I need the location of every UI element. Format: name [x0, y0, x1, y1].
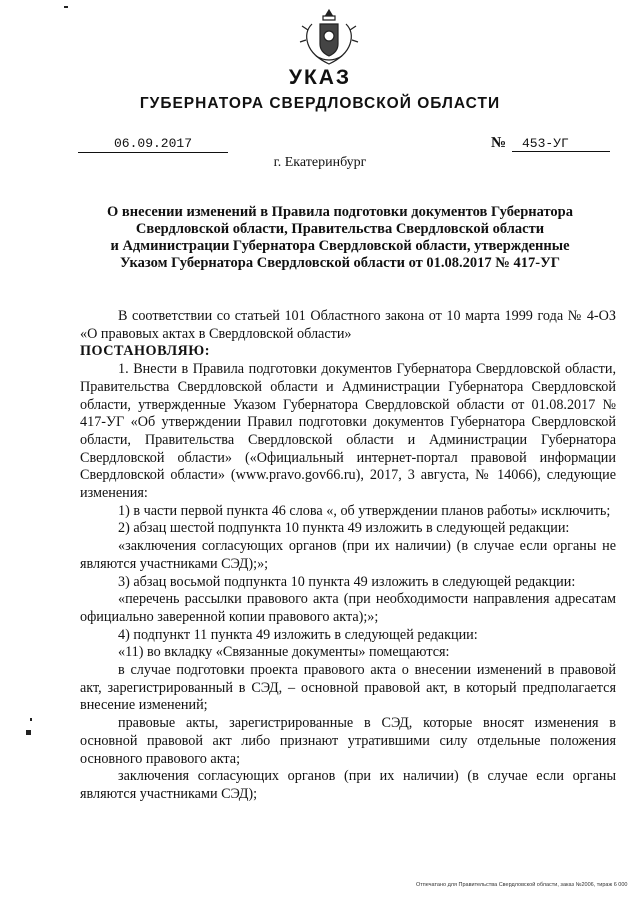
- body-paragraph: 2) абзац шестой подпункта 10 пункта 49 изложить в следующей редакции:: [118, 520, 570, 537]
- subject-line: и Администрации Губернатора Свердловской области, утвержденные: [110, 238, 570, 254]
- scan-speck: [26, 730, 31, 735]
- body-paragraph: 1) в части первой пункта 46 слова «, об утверждении планов работы» исключить;: [118, 502, 611, 519]
- coat-of-arms-icon: [298, 6, 360, 68]
- decree-date: 06.09.2017: [78, 137, 228, 153]
- body-paragraph: «11) во вкладку «Связанные документы» помещаются:: [118, 644, 450, 661]
- issuer-title: ГУБЕРНАТОРА СВЕРДЛОВСКОЙ ОБЛАСТИ: [139, 95, 501, 112]
- decree-body: [80, 308, 616, 804]
- scan-speck: [64, 6, 68, 8]
- body-paragraph: «заключения согласующих органов (при их наличии) (в случае если органы не являются участниками СЭД);»;: [80, 538, 616, 572]
- document-type-title: УКАЗ: [288, 66, 352, 89]
- body-paragraph: в случае подготовки проекта правового акта о внесении изменений в правовой акт, зарегистрированный в СЭД, – основной правовой акт, в который предполагается внесение изменений;: [80, 662, 616, 714]
- print-footer: Отпечатано для Правительства Свердловской области, заказ №2006, тираж 6 000: [416, 882, 628, 888]
- subject-line: Указом Губернатора Свердловской области от 01.08.2017 № 417-УГ: [120, 255, 560, 271]
- body-paragraph: 4) подпункт 11 пункта 49 изложить в следующей редакции:: [118, 626, 478, 643]
- body-paragraph: 3) абзац восьмой подпункта 10 пункта 49 изложить в следующей редакции:: [118, 573, 576, 590]
- preamble-paragraph: В соответствии со статьей 101 Областного закона от 10 марта 1999 года № 4-ОЗ «О правовых актах в Свердловской области»: [80, 308, 616, 342]
- city-label: г. Екатеринбург: [273, 155, 367, 170]
- decree-number: 453-УГ: [512, 137, 610, 152]
- body-paragraph: 1. Внести в Правила подготовки документов Губернатора Свердловской области, Правительства Свердловской области и Администрации Губернатора Свердловской области, утвержденные Указом Губернатора Свердловской области от 01.08.2017 № 417-УГ «Об утверждении Правил подготовки документов Губернатора Свердловской области, Правительства Свердловской области и Администрации Губернатора Свердловской области» («Официальный интернет-портал правовой информации Свердловской области» (www.pravo.gov66.ru), 2017, 3 августа, № 14066), следующие изменения:: [80, 361, 616, 502]
- decree-subject: [80, 204, 600, 272]
- subject-line: Свердловской области, Правительства Свердловской области: [135, 221, 545, 237]
- body-paragraph: заключения согласующих органов (при их наличии) (в случае если органы являются участниками СЭД);: [80, 768, 616, 802]
- decree-keyword: ПОСТАНОВЛЯЮ:: [80, 343, 211, 360]
- scan-speck: [30, 718, 32, 721]
- number-sign: №: [491, 135, 507, 151]
- subject-line: О внесении изменений в Правила подготовки документов Губернатора: [107, 204, 573, 220]
- body-paragraph: правовые акты, зарегистрированные в СЭД, которые вносят изменения в основной правовой акт либо признают утратившими силу отдельные положения основного правового акта;: [80, 715, 616, 767]
- body-paragraph: «перечень рассылки правового акта (при необходимости направления адресатам официально заверенной копии правового акта);»;: [80, 591, 616, 625]
